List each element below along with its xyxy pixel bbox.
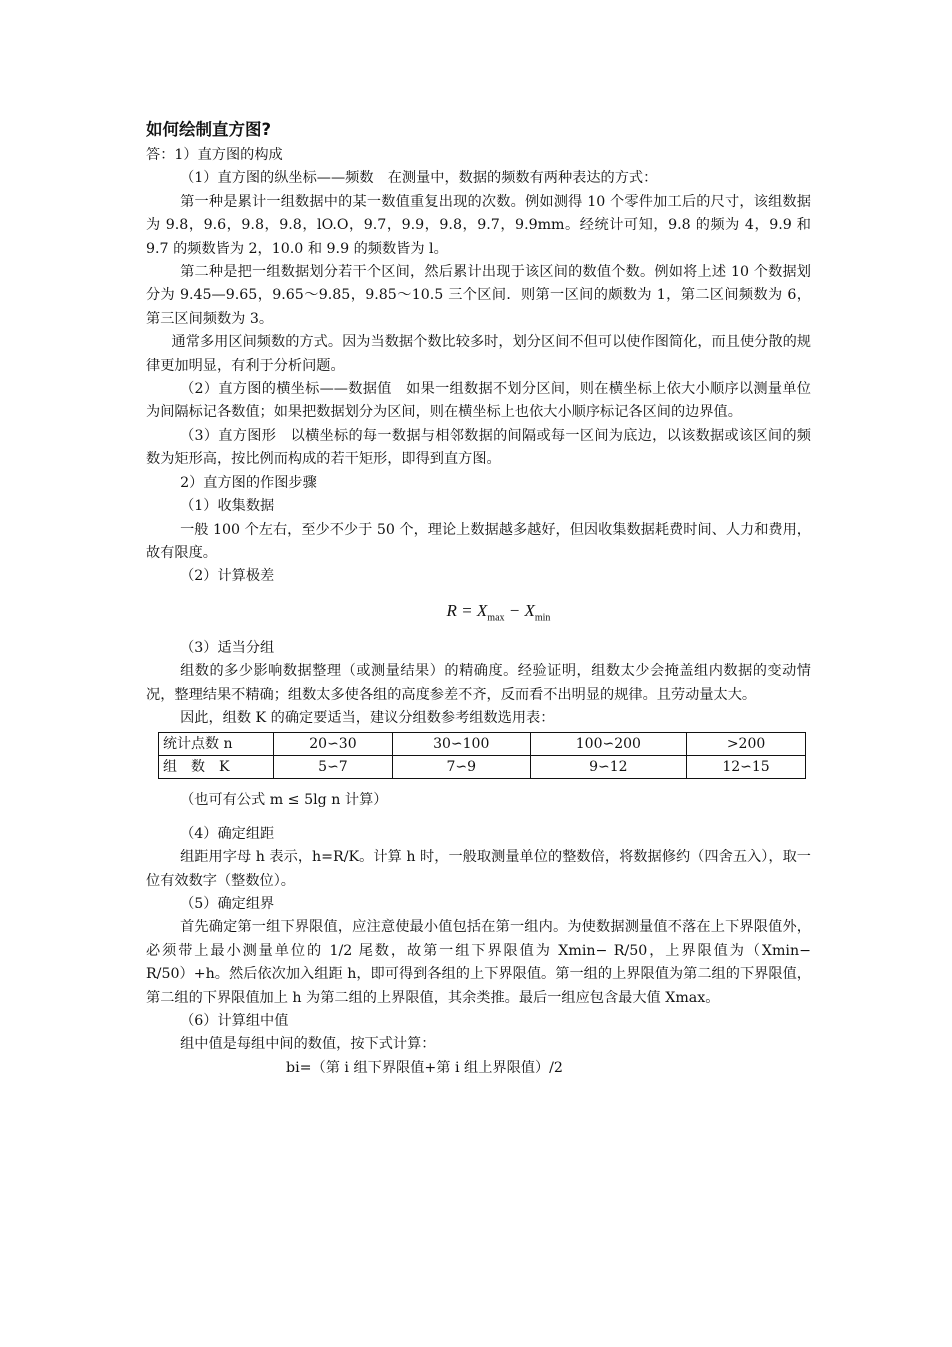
- paragraph-9: 组距用字母 h 表示，h=R/K。计算 h 时，一般取测量单位的整数倍，将数据修约（四舍五入），取一位有效数字（整数位）。: [146, 849, 811, 889]
- section-1-heading: （1）直方图的纵坐标——频数 在测量中，数据的频数有两种表达的方式：: [180, 170, 658, 187]
- table-cell: >200: [687, 733, 806, 756]
- section-2-heading: 2）直方图的作图步骤: [180, 474, 317, 491]
- step-5-heading: （5）确定组界: [180, 895, 275, 912]
- table-cell: 30∽100: [392, 733, 530, 756]
- document-page: [146, 118, 811, 1080]
- table-cell: 9∽12: [530, 756, 687, 779]
- paragraph-5: （3）直方图形 以横坐标的每一数据与相邻数据的间隔或每一区间为底边，以该数据或该区间的频数为矩形高，按比例而构成的若干矩形，即得到直方图。: [146, 427, 811, 468]
- paragraph-11: 组中值是每组中间的数值，按下式计算：: [180, 1036, 436, 1053]
- group-count-table: [158, 732, 806, 779]
- paragraph-12: bi=（第 i 组下界限值+第 i 组上界限值）/2: [286, 1059, 563, 1076]
- paragraph-2: 第二种是把一组数据划分若干个区间，然后累计出现于该区间的数值个数。例如将上述 10 个数据划分为 9.45—9.65，9.65～9.85，9.85～10.5 三个区间．则第一区间的颇数为 1，第二区间频数为 6，第三区间频数为 3。: [146, 264, 811, 327]
- step-6-heading: （6）计算组中值: [180, 1013, 289, 1029]
- paragraph-6: 一般 100 个左右，至少不少于 50 个，理论上数据越多越好，但因收集数据耗费时间、人力和费用，故有限度。: [146, 521, 811, 561]
- step-4-heading: （4）确定组距: [180, 825, 275, 842]
- table-cell: 组 数 K: [159, 756, 274, 779]
- step-1-heading: （1）收集数据: [180, 498, 275, 515]
- range-formula: [146, 589, 811, 637]
- page-title: 如何绘制直方图?: [146, 120, 272, 139]
- table-row: [159, 756, 806, 779]
- paragraph-10: 首先确定第一组下界限值，应注意使最小值包括在第一组内。为使数据测量值不落在上下界限值外，必须带上最小测量单位的 1/2 尾数，故第一组下界限值为 Xmin− R/50，上界限值为（Xmin− R/50）+h。然后依次加入组距 h，即可得到各组的上下界限值。第一组的上界限值为第二组的下界限值，第二组的下界限值加上 h 为第二组的上界限值，其余类推。最后一组应包含最大值 Xmax。: [146, 919, 811, 1006]
- paragraph-8: 因此，组数 K 的确定要适当，建议分组数参考组数选用表：: [180, 709, 555, 726]
- formula-min-subscript: min: [534, 612, 551, 624]
- table-cell: 5∽7: [274, 756, 393, 779]
- table-row: [159, 733, 806, 756]
- step-2-heading: （2）计算极差: [180, 568, 275, 585]
- table-cell: 100∽200: [530, 733, 687, 756]
- table-cell: 统计点数 n: [159, 733, 274, 756]
- formula-max-subscript: max: [487, 612, 505, 624]
- formula-lhs: R = X: [446, 600, 488, 620]
- formula-note: （也可有公式 m ≤ 5lg n 计算）: [180, 792, 388, 809]
- answer-intro: 答：1）直方图的构成: [146, 147, 283, 163]
- table-cell: 7∽9: [392, 756, 530, 779]
- paragraph-4: （2）直方图的横坐标——数据值 如果一组数据不划分区间，则在横坐标上依大小顺序以测量单位为间隔标记各数值；如果把数据划分为区间，则在横坐标上也依大小顺序标记各区间的边界值。: [146, 381, 811, 421]
- formula-minus: − X: [504, 600, 535, 620]
- table-cell: 12∽15: [687, 756, 806, 779]
- table-cell: 20∽30: [274, 733, 393, 756]
- paragraph-7: 组数的多少影响数据整理（或测量结果）的精确度。经验证明，组数太少会掩盖组内数据的变动情况，整理结果不精确；组数太多使各组的高度参差不齐，反而看不出明显的规律。且劳动量太大。: [146, 663, 811, 703]
- step-3-heading: （3）适当分组: [180, 639, 275, 656]
- paragraph-3: 通常多用区间频数的方式。因为当数据个数比较多时，划分区间不但可以使作图简化，而且使分散的规律更加明显，有利于分析问题。: [146, 334, 811, 374]
- paragraph-1: 第一种是累计一组数据中的某一数值重复出现的次数。例如测得 10 个零件加工后的尺寸，该组数据为 9.8，9.6，9.8，9.8，lO.O，9.7，9.9，9.8，9.7，9.9mm。经统计可知，9.8 的频为 4，9.9 和 9.7 的频数皆为 2，10.0 和 9.9 的频数皆为 l。: [146, 193, 811, 257]
